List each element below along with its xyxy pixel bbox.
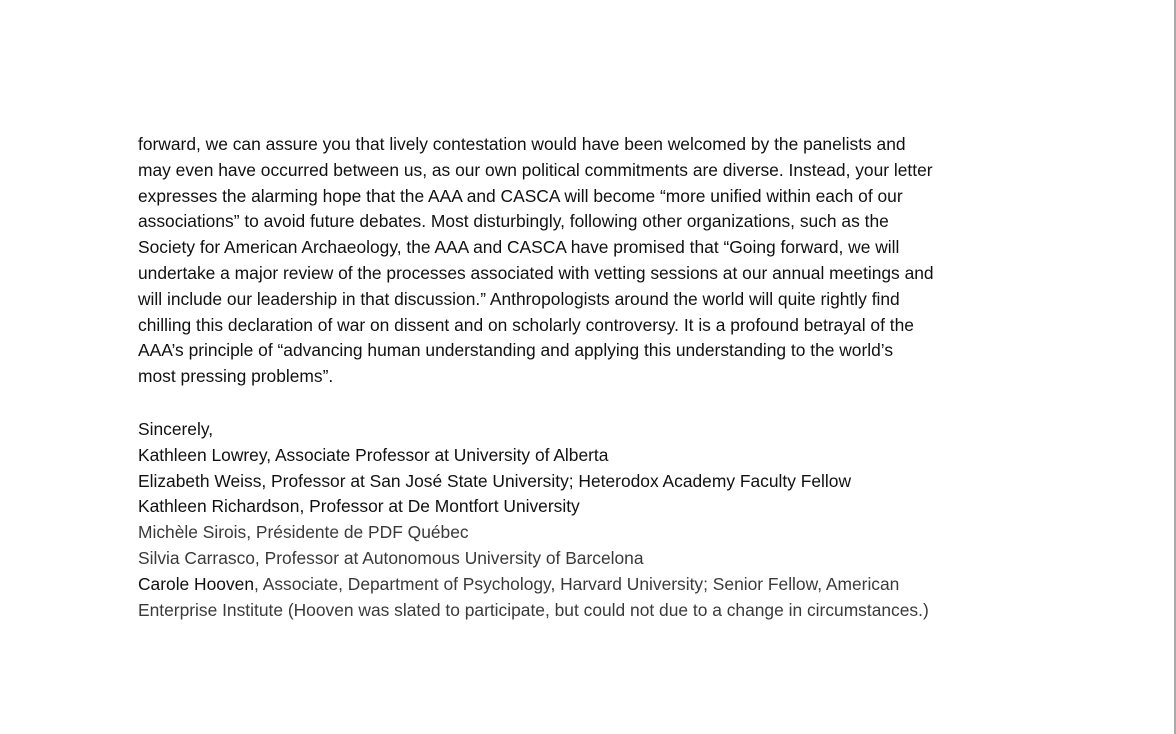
- signatory: Elizabeth Weiss, Professor at San José State University; Heterodox Academy Faculty Fellow: [138, 470, 851, 491]
- signatory-affiliation: , Associate, Department of Psychology, Harvard University; Senior Fellow, American: [254, 573, 900, 594]
- signatory: Silvia Carrasco, Professor at Autonomous University of Barcelona: [138, 547, 644, 568]
- signatory-hooven-continued: Enterprise Institute (Hooven was slated to participate, but could not due to a change in circumstances.): [138, 599, 929, 620]
- letter-body: [138, 132, 934, 623]
- body-line: undertake a major review of the processes associated with vetting sessions at our annual meetings and: [138, 262, 934, 283]
- body-line: Society for American Archaeology, the AAA and CASCA have promised that “Going forward, we will: [138, 237, 900, 258]
- body-line: expresses the alarming hope that the AAA and CASCA will become “more unified within each of our: [138, 185, 903, 206]
- signatory-name: Carole Hooven: [138, 573, 255, 594]
- body-line: will include our leadership in that discussion.” Anthropologists around the world will quite rightly find: [138, 288, 900, 309]
- body-line: most pressing problems”.: [138, 366, 334, 387]
- body-line: AAA’s principle of “advancing human understanding and applying this understanding to the world’s: [138, 340, 894, 361]
- body-line: forward, we can assure you that lively contestation would have been welcomed by the panelists and: [138, 134, 906, 154]
- signatory: Michèle Sirois, Présidente de PDF Québec: [138, 522, 469, 543]
- closing: Sincerely,: [138, 418, 214, 439]
- signatory: Kathleen Lowrey, Associate Professor at University of Alberta: [138, 444, 609, 465]
- signatory-hooven: [138, 572, 934, 598]
- signatory: Kathleen Richardson, Professor at De Montfort University: [138, 496, 580, 517]
- body-line: chilling this declaration of war on dissent and on scholarly controversy. It is a profound betrayal of the: [138, 314, 914, 335]
- body-line: associations” to avoid future debates. Most disturbingly, following other organizations, such as the: [138, 211, 889, 232]
- body-line: may even have occurred between us, as our own political commitments are diverse. Instead, your letter: [138, 159, 933, 180]
